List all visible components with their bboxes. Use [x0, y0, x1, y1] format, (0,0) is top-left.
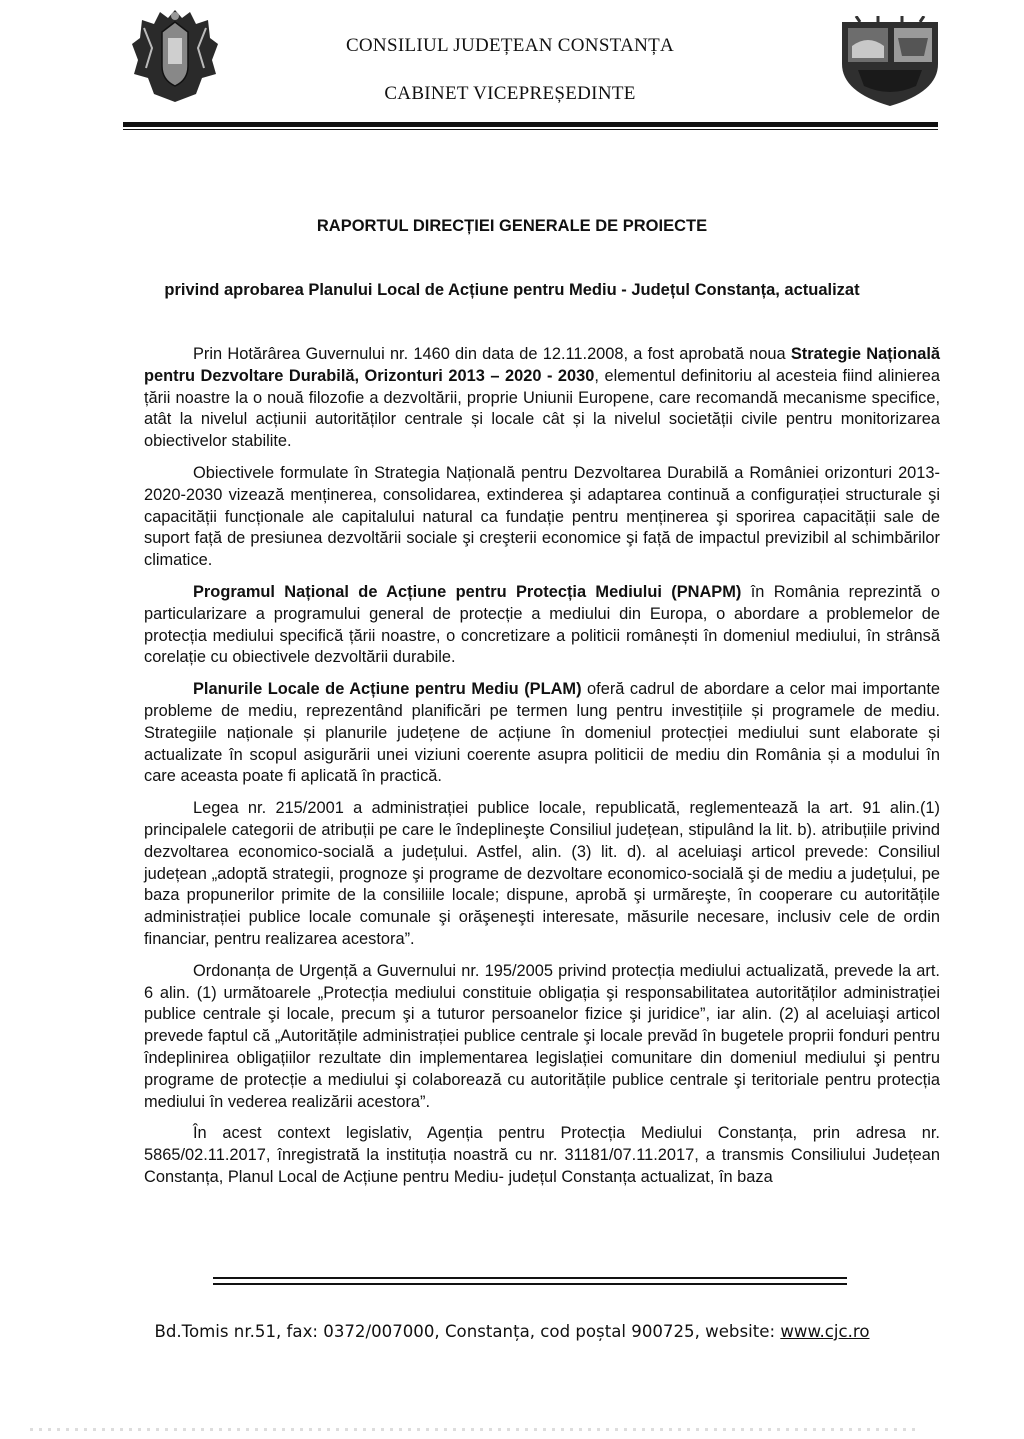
paragraph-2: Obiectivele formulate în Strategia Națională pentru Dezvoltarea Durabilă a României orizonturi 2013-2020-2030 vizează menținerea, consolidarea, extinderea şi adaptarea continuă a configurației structurale şi capacității funcționale ale capitalului natural ca fundație pentru menținerea şi sporirea capacității sale de suport față de presiunea dezvoltării sociale şi creşterii economice şi față de impactul previzibil al schimbărilor climatice.	[144, 463, 940, 570]
romania-coat-of-arms-icon	[130, 4, 220, 104]
footer-contact	[0, 1322, 1024, 1341]
paragraph-1-rest: , elementul definitoriu al acesteia fiind alinierea țării noastre la o nouă filozofie a dezvoltării, proprie Uniunii Europene, care recomandă mecanisme specifice, atât la nivelul acțiunii autorităților centrale și locale cât și la nivelul societății civile pentru monitorizarea obiectivelor stabilite.	[144, 366, 940, 451]
footer-rule-top	[213, 1277, 847, 1279]
footer-rule-bottom	[213, 1283, 847, 1285]
header-rule-thick	[123, 122, 938, 127]
institution-name: CONSILIUL JUDEȚEAN CONSTANȚA	[345, 35, 675, 56]
header-rule-thin	[123, 129, 938, 130]
strategy-name: Strategie Națională pentru Dezvoltare Durabilă, Orizonturi 2013 – 2020 - 2030	[144, 345, 941, 385]
paragraph-4-rest: oferă cadrul de abordare a celor mai importante probleme de mediu, reprezentând planificări pe termen lung pentru investițiile și programele de mediu. Strategiile naționale și planurile județene de acțiune în domeniul protecției mediului sunt elaborate și actualizate în scopul asigurării unei viziuni coerente asupra politicii de mediu din România și a modului în care aceasta poate fi aplicată în practică.	[144, 680, 940, 786]
constanta-county-crest-icon	[838, 16, 942, 108]
paragraph-1-intro: Prin Hotărârea Guvernului nr. 1460 din data de 12.11.2008, a fost aprobată noua	[193, 345, 791, 363]
paragraph-3	[144, 582, 940, 669]
scan-artifact-line	[30, 1428, 920, 1431]
plam-name: Planurile Locale de Acțiune pentru Mediu (PLAM)	[193, 680, 582, 699]
report-body	[144, 344, 940, 1199]
paragraph-5: Legea nr. 215/2001 a administrației publice locale, republicată, reglementează la art. 91 alin.(1) principalele categorii de atribuții pe care le îndeplineşte Consiliul județean, stipulând la lit. b). atribuțiile privind dezvoltarea economico-socială a județului. Astfel, alin. (3) lit. d). al aceluiaşi articol prevede: Consiliul județean „adoptă strategii, prognoze şi programe de dezvoltare economico-socială şi de mediu a județului, pe baza propunerilor primite de la consiliile locale; dispune, aprobă şi urmăreşte, în cooperare cu autoritățile administrației publice locale comunale şi orăşeneşti interesate, măsurile necesare, inclusiv cele de ordin financiar, pentru realizarea acestora”.	[144, 799, 940, 948]
paragraph-1	[144, 344, 940, 453]
paragraph-7: În acest context legislativ, Agenția pentru Protecția Mediului Constanța, prin adresa nr. 5865/02.11.2017, înregistrată la instituția noastră cu nr. 31181/07.11.2017, a transmis Consiliului Județean Constanța, Planul Local de Acțiune pentru Mediu- județul Constanța actualizat, în baza	[144, 1124, 940, 1186]
paragraph-3-rest: în România reprezintă o particularizare a programului general de protecție a mediului din Europa, o abordare a problemelor de protecția mediului specifică țării noastre, o concretizare a politicii românești în domeniul mediului, în strânsă corelație cu obiectivele dezvoltării durabile.	[144, 582, 940, 667]
report-title: RAPORTUL DIRECȚIEI GENERALE DE PROIECTE	[316, 217, 708, 235]
footer-website-link[interactable]: www.cjc.ro	[780, 1322, 870, 1341]
paragraph-6: Ordonanța de Urgență a Guvernului nr. 195/2005 privind protecția mediului actualizată, prevede la art. 6 alin. (1) următoarele „Protecția mediului constituie obligația şi responsabilitatea autorităților administrației publice centrale şi locale, precum şi a tuturor persoanelor fizice şi juridice”, iar alin. (2) al aceluiaşi articol prevede faptul că „Autoritățile administrației publice centrale şi locale prevăd în bugetele proprii fonduri pentru îndeplinirea obligațiilor rezultate din implementarea legislației comunitare din domeniul mediului şi pentru programe de protecție a mediului şi colaborează cu autoritățile publice centrale şi teritoriale pentru protecția mediului în vederea realizării acestora”.	[144, 961, 940, 1111]
report-subtitle: privind aprobarea Planului Local de Acțiune pentru Mediu - Județul Constanța, actualizat	[164, 281, 860, 299]
paragraph-4	[144, 679, 940, 788]
footer-address: Bd.Tomis nr.51, fax: 0372/007000, Constanța, cod poștal 900725, website:	[154, 1322, 781, 1341]
pnapm-name: Programul Național de Acțiune pentru Protecția Mediului (PNAPM)	[193, 582, 742, 601]
department-name: CABINET VICEPREȘEDINTE	[384, 83, 636, 104]
